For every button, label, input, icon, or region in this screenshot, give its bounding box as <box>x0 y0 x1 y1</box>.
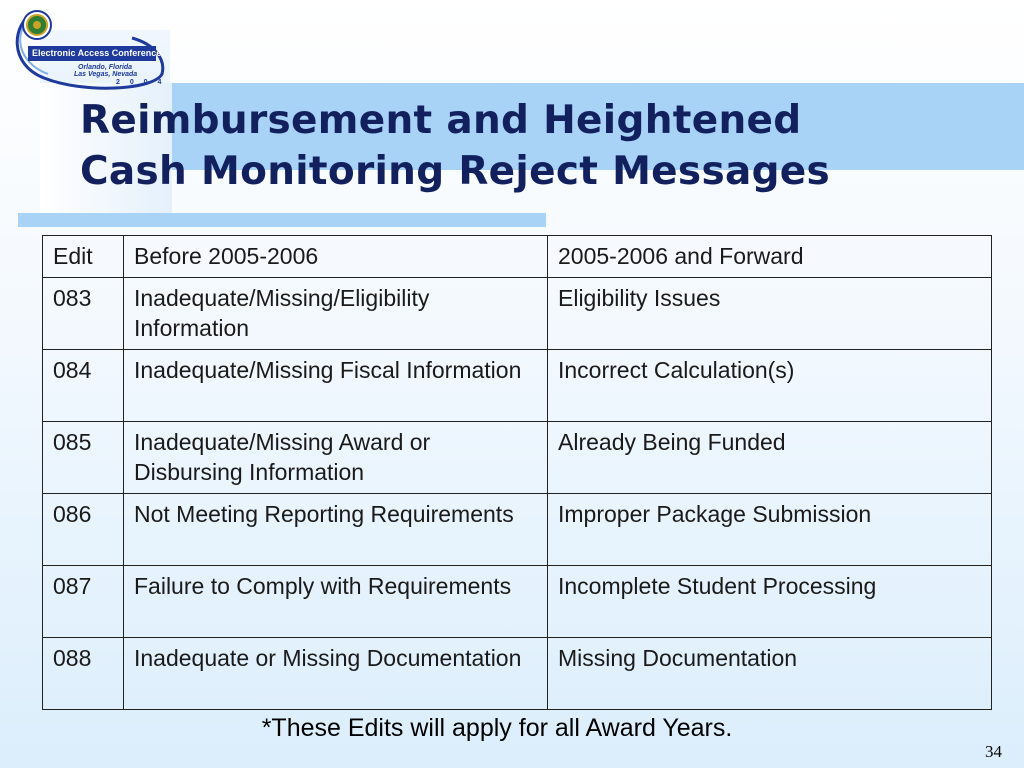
forward-message: Improper Package Submission <box>548 494 992 566</box>
decorative-band-bottom <box>18 213 546 227</box>
conference-logo <box>4 4 166 90</box>
logo-year: 2 0 0 4 <box>116 79 166 86</box>
table-row <box>43 566 992 638</box>
logo-city-orlando: Orlando, Florida <box>78 64 133 71</box>
table-row <box>43 278 992 350</box>
header-forward: 2005-2006 and Forward <box>548 236 992 278</box>
table-row <box>43 638 992 710</box>
before-message: Inadequate or Missing Documentation <box>124 638 548 710</box>
forward-message: Already Being Funded <box>548 422 992 494</box>
edit-code: 083 <box>43 278 124 350</box>
edit-code: 086 <box>43 494 124 566</box>
reject-messages-table <box>42 235 992 710</box>
slide-title-line-2: Cash Monitoring Reject Messages <box>80 149 831 194</box>
table-header-row <box>43 236 992 278</box>
slide-title-line-1: Reimbursement and Heightened <box>80 98 802 143</box>
before-message: Failure to Comply with Requirements <box>124 566 548 638</box>
forward-message: Missing Documentation <box>548 638 992 710</box>
table-row <box>43 494 992 566</box>
before-message: Inadequate/Missing/Eligibility Information <box>124 278 548 350</box>
edit-code: 085 <box>43 422 124 494</box>
edit-code: 087 <box>43 566 124 638</box>
slide-title <box>80 95 960 197</box>
before-message: Not Meeting Reporting Requirements <box>124 494 548 566</box>
logo-conference-label: Electronic Access Conference <box>28 46 156 61</box>
page-number: 34 <box>985 742 1002 761</box>
logo-city-las-vegas: Las Vegas, Nevada <box>74 71 138 78</box>
before-message: Inadequate/Missing Fiscal Information <box>124 350 548 422</box>
header-edit: Edit <box>43 236 124 278</box>
forward-message: Eligibility Issues <box>548 278 992 350</box>
before-message: Inadequate/Missing Award or Disbursing Information <box>124 422 548 494</box>
footnote <box>0 714 1024 743</box>
table-row <box>43 350 992 422</box>
table-row <box>43 422 992 494</box>
edit-code: 088 <box>43 638 124 710</box>
forward-message: Incorrect Calculation(s) <box>548 350 992 422</box>
edit-code: 084 <box>43 350 124 422</box>
footnote-text: *These Edits will apply for all Award Years. <box>261 714 733 742</box>
header-before: Before 2005-2006 <box>124 236 548 278</box>
forward-message: Incomplete Student Processing <box>548 566 992 638</box>
